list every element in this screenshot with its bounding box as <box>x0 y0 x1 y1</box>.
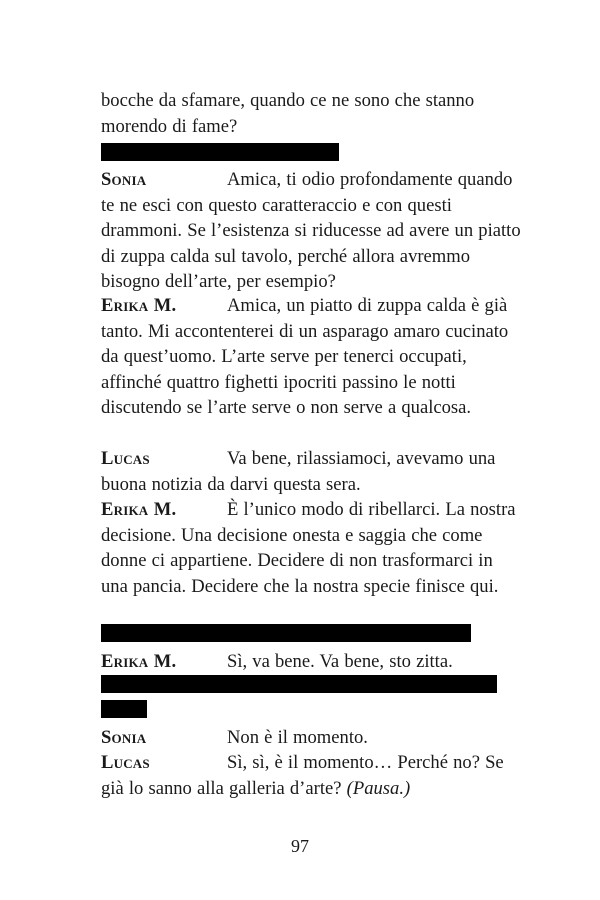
stage-direction: (Pausa.) <box>346 777 411 799</box>
dialogue-text: Sì, sì, è il momento… Perché no? Se già lo sanno alla galleria d’arte? <box>101 752 504 799</box>
dialogue-text: Sì, va bene. Va bene, sto zitta. <box>227 651 453 672</box>
dialogue-erika <box>101 649 521 675</box>
dialogue-text: Amica, ti odio profondamente quando te ne esci con questo caratteraccio e con questi drammoni. Se l’esistenza si riducesse ad avere un piatto di zuppa calda sul tavolo, perché allora avremmo bisogno dell’arte, per esempio? <box>101 169 521 292</box>
speaker-name: Lucas <box>101 752 150 773</box>
redaction-bar <box>101 700 147 718</box>
dialogue-text: bocche da sfamare, quando ce ne sono che stanno morendo di fame? <box>101 90 475 137</box>
dialogue-sonia <box>101 167 521 295</box>
dialogue-sonia <box>101 725 521 751</box>
redaction-bar <box>101 624 471 642</box>
page-number: 97 <box>291 836 309 856</box>
dialogue-lucas <box>101 446 521 497</box>
speaker-name: Lucas <box>101 448 150 469</box>
speaker-name: Erika M. <box>101 499 177 520</box>
dialogue-erika <box>101 293 521 421</box>
dialogue-text: Va bene, rilassiamoci, avevamo una buona notizia da darvi questa sera. <box>101 448 496 495</box>
redaction-bar <box>101 143 339 161</box>
speaker-name: Erika M. <box>101 651 177 672</box>
dialogue-continuation <box>101 88 521 139</box>
redaction-bar <box>101 675 497 693</box>
dialogue-text: È l’unico modo di ribellarci. La nostra decisione. Una decisione onesta e saggia che come donne ci appartiene. Decidere di non trasformarci in una pancia. Decidere che la nostra specie finisce qui. <box>101 499 516 597</box>
dialogue-text: Non è il momento. <box>227 727 368 748</box>
dialogue-text: Amica, un piatto di zuppa calda è già tanto. Mi accontenterei di un asparago amaro cucinato da quest’uomo. L’arte serve per tenerci occupati, affinché quattro fighetti ipocriti passino le notti discutendo se l’arte serve o non serve a qualcosa. <box>101 295 509 418</box>
dialogue-erika <box>101 497 521 599</box>
speaker-name: Erika M. <box>101 295 177 316</box>
dialogue-lucas <box>101 750 521 801</box>
speaker-name: Sonia <box>101 727 147 748</box>
speaker-name: Sonia <box>101 169 147 190</box>
